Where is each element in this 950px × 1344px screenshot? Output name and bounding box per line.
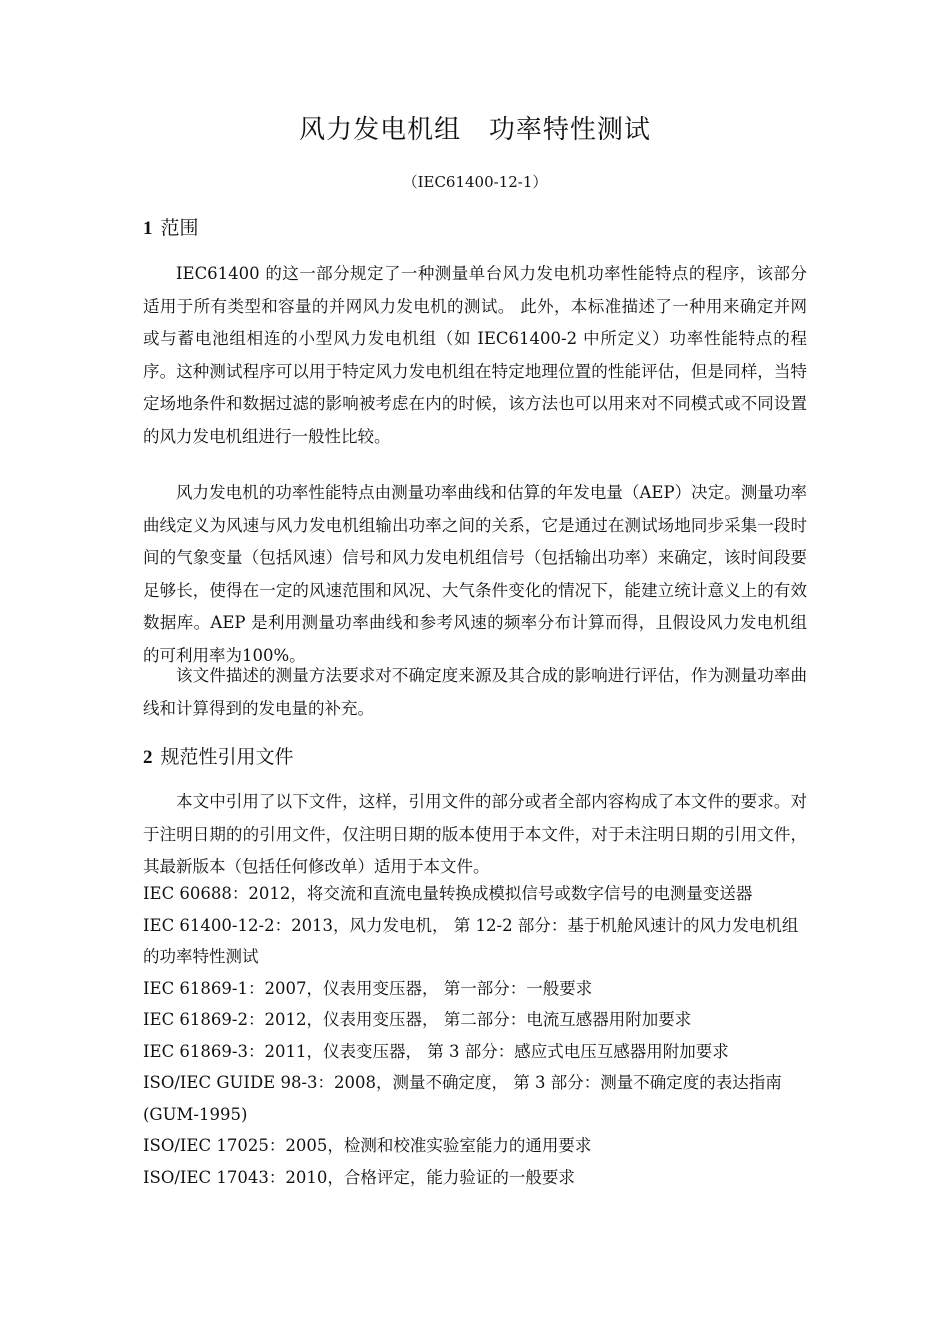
section-1-heading bbox=[143, 214, 199, 243]
reference-item: ISO/IEC 17043：2010，合格评定，能力验证的一般要求 bbox=[143, 1167, 575, 1187]
reference-item: IEC 61400-12-2：2013，风力发电机， 第 12-2 部分：基于机舱风速计的风力发电机组的功率特性测试 bbox=[143, 915, 799, 966]
section-1-paragraph-3: 该文件描述的测量方法要求对不确定度来源及其合成的影响进行评估，作为测量功率曲线和计算得到的发电量的补充。 bbox=[143, 666, 807, 718]
section-2-heading bbox=[143, 743, 294, 772]
reference-item: IEC 60688：2012，将交流和直流电量转换成模拟信号或数字信号的电测量变送器 bbox=[143, 884, 753, 903]
section-1-paragraph-1: IEC61400 的这一部分规定了一种测量单台风力发电机功率性能特点的程序，该部分适用于所有类型和容量的并网风力发电机的测试。 此外，本标准描述了一种用来确定并网或与蓄电池组相连的小型风力发电机组（如 IEC61400-2 中所定义）功率性能特点的程序。这种测试程序可以用于特定风力发电机组在特定地理位置的性能评估，但是同样，当特定场地条件和数据过滤的影响被考虑在内的时候，该方法也可以用来对不同模式或不同设置的风力发电机组进行一般性比较。 bbox=[143, 264, 807, 446]
document-title: 风力发电机组 功率特性测试 bbox=[299, 115, 651, 145]
reference-item: IEC 61869-1：2007，仪表用变压器， 第一部分：一般要求 bbox=[143, 978, 593, 998]
section-2-intro: 本文中引用了以下文件，这样，引用文件的部分或者全部内容构成了本文件的要求。对于注明日期的的引用文件，仅注明日期的版本使用于本文件，对于未注明日期的引用文件，其最新版本（包括任何修改单）适用于本文件。 bbox=[143, 792, 807, 876]
document-subtitle: （IEC61400-12-1） bbox=[402, 173, 548, 191]
reference-item: IEC 61869-3：2011，仪表变压器， 第 3 部分：感应式电压互感器用附加要求 bbox=[143, 1041, 729, 1061]
section-1-number: 1 bbox=[143, 218, 153, 239]
section-2-number: 2 bbox=[143, 747, 153, 768]
reference-item: ISO/IEC 17025：2005，检测和校准实验室能力的通用要求 bbox=[143, 1136, 592, 1155]
reference-list bbox=[143, 878, 807, 1193]
reference-item: IEC 61869-2：2012，仪表用变压器， 第二部分：电流互感器用附加要求 bbox=[143, 1010, 692, 1029]
section-1-title: 范围 bbox=[160, 217, 199, 239]
section-1-paragraph-2: 风力发电机的功率性能特点由测量功率曲线和估算的年发电量（AEP）决定。测量功率曲线定义为风速与风力发电机组输出功率之间的关系，它是通过在测试场地同步采集一段时间的气象变量（包括风速）信号和风力发电机组信号（包括输出功率）来确定，该时间段要足够长，使得在一定的风速范围和风况、大气条件变化的情况下，能建立统计意义上的有效数据库。AEP 是利用测量功率曲线和参考风速的频率分布计算而得，且假设风力发电机组的可利用率为100%。 bbox=[143, 483, 807, 665]
section-2-title: 规范性引用文件 bbox=[160, 746, 294, 768]
reference-item: ISO/IEC GUIDE 98-3：2008，测量不确定度， 第 3 部分：测量不确定度的表达指南(GUM-1995) bbox=[143, 1073, 782, 1124]
